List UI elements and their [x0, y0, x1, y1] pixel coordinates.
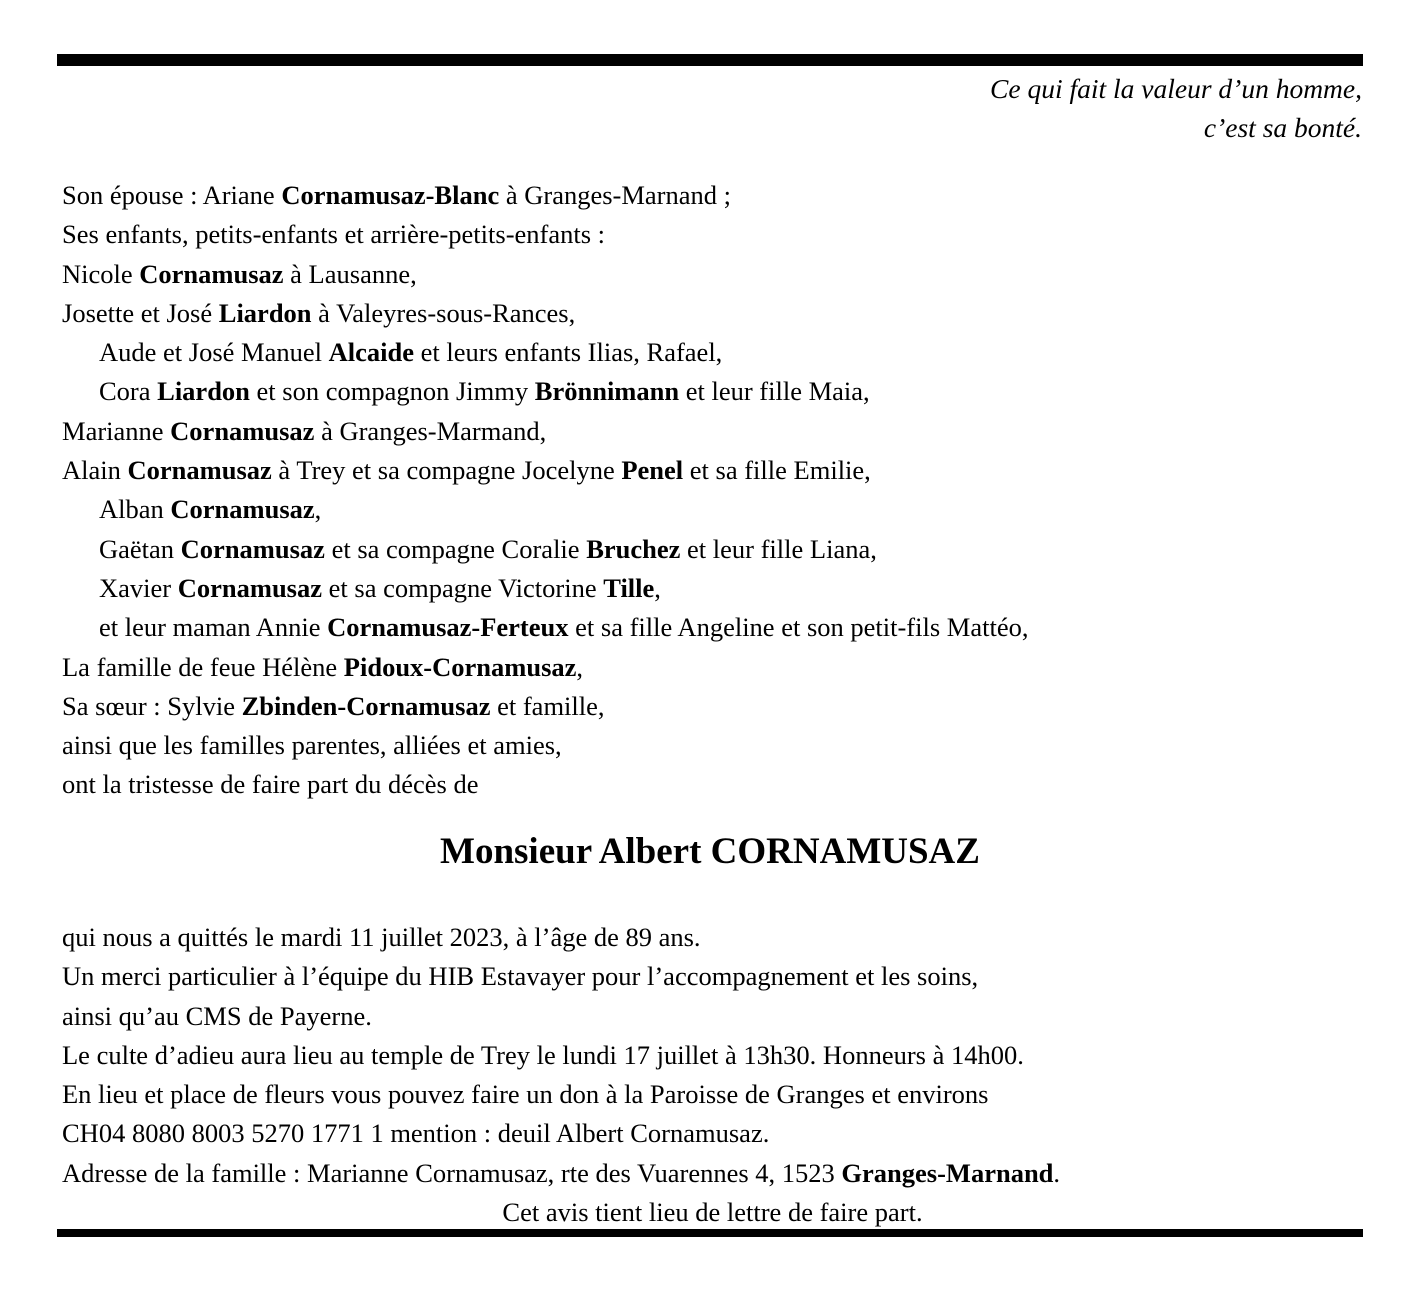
text-line: Cet avis tient lieu de lettre de faire part. [502, 1197, 923, 1228]
text-line: Xavier Cornamusaz et sa compagne Victorine Tille, [99, 572, 661, 603]
text-line: Sa sœur : Sylvie Zbinden-Cornamusaz et famille, [62, 690, 605, 721]
epigraph-line-1: Ce qui fait la valeur d’un homme, [990, 73, 1362, 104]
deceased-name-title: Monsieur Albert CORNAMUSAZ [440, 831, 980, 872]
text-line: Adresse de la famille : Marianne Cornamusaz, rte des Vuarennes 4, 1523 Granges-Marnand. [62, 1157, 1061, 1188]
text-line: Gaëtan Cornamusaz et sa compagne Coralie Bruchez et leur fille Liana, [99, 533, 877, 564]
text-line: Marianne Cornamusaz à Granges-Marmand, [62, 415, 547, 446]
text-line: La famille de feue Hélène Pidoux-Cornamusaz, [62, 651, 584, 682]
top-rule [57, 54, 1363, 66]
text-line: Aude et José Manuel Alcaide et leurs enfants Ilias, Rafael, [99, 337, 723, 368]
text-line: Nicole Cornamusaz à Lausanne, [62, 258, 417, 289]
epigraph [990, 69, 1362, 148]
text-line: ainsi qu’au CMS de Payerne. [62, 1000, 372, 1031]
text-line: Alain Cornamusaz à Trey et sa compagne Jocelyne Penel et sa fille Emilie, [62, 455, 871, 486]
text-line: Un merci particulier à l’équipe du HIB Estavayer pour l’accompagnement et les soins, [62, 961, 979, 992]
epigraph-line-2: c’est sa bonté. [1203, 112, 1362, 144]
text-line: Alban Cornamusaz, [99, 494, 322, 525]
text-line: Le culte d’adieu aura lieu au temple de Trey le lundi 17 juillet à 13h30. Honneurs à 14h00. [62, 1039, 1024, 1070]
funeral-details [62, 918, 1363, 1232]
text-line: CH04 8080 8003 5270 1771 1 mention : deuil Albert Cornamusaz. [62, 1118, 770, 1149]
text-line: ainsi que les familles parentes, alliées et amies, [62, 730, 562, 761]
text-line: Son épouse : Ariane Cornamusaz-Blanc à Granges-Marnand ; [62, 180, 732, 210]
text-line: qui nous a quittés le mardi 11 juillet 2023, à l’âge de 89 ans. [62, 922, 701, 952]
text-line: ont la tristesse de faire part du décès de [62, 769, 479, 800]
text-line: Josette et José Liardon à Valeyres-sous-Rances, [62, 297, 576, 328]
text-line: et leur maman Annie Cornamusaz-Ferteux et sa fille Angeline et son petit-fils Mattéo, [99, 612, 1029, 643]
text-line: En lieu et place de fleurs vous pouvez faire un don à la Paroisse de Granges et environs [62, 1079, 989, 1110]
text-line: Ses enfants, petits-enfants et arrière-petits-enfants : [62, 219, 606, 250]
text-line: Cora Liardon et son compagnon Jimmy Brönnimann et leur fille Maia, [99, 376, 870, 407]
bottom-rule [57, 1229, 1363, 1237]
family-list [62, 176, 1363, 805]
